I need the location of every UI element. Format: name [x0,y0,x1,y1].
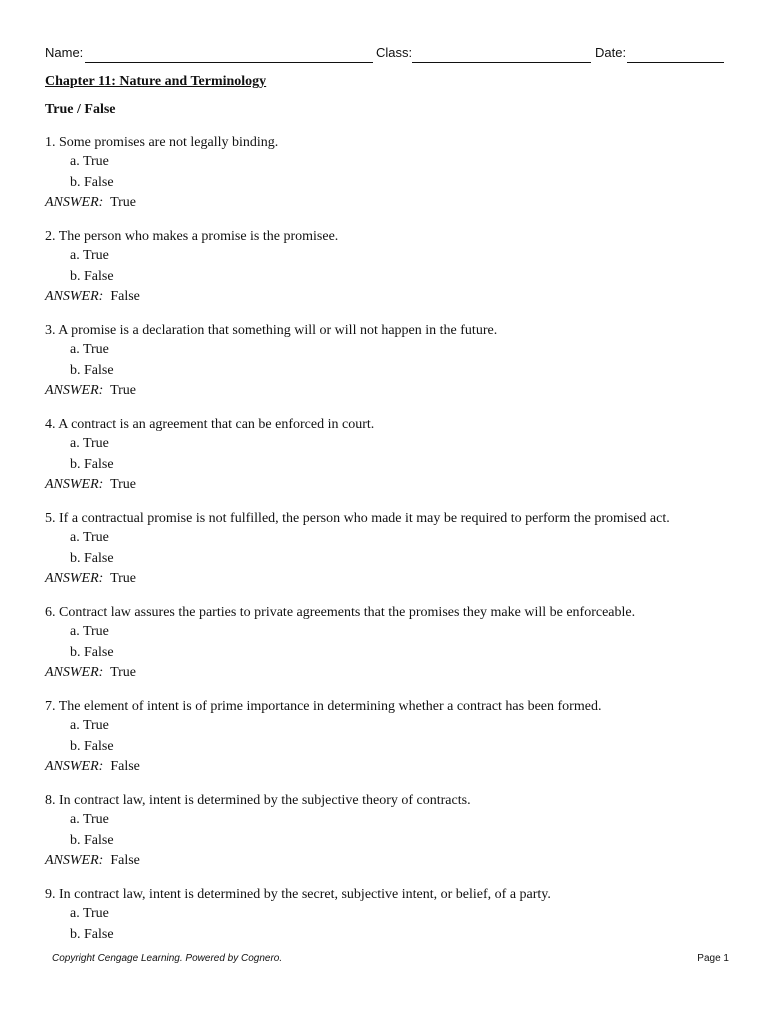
answer-value: False [110,289,140,304]
answer-value: False [110,759,140,774]
answer-label: ANSWER: [45,289,104,304]
answer-line [45,759,140,775]
chapter-title: Chapter 11: Nature and Terminology [45,74,267,89]
answer-label: ANSWER: [45,195,104,210]
option-a: a. True [70,718,109,733]
option-a: a. True [70,906,109,921]
answer-line [45,477,136,493]
question-text: 2. The person who makes a promise is the promisee. [45,229,339,244]
answer-value: True [110,571,137,586]
name-blank-line [85,62,373,63]
student-info-header [45,45,725,65]
option-a: a. True [70,530,109,545]
answer-value: False [110,853,140,868]
option-b: b. False [70,551,114,566]
date-label: Date: [595,45,627,60]
option-b: b. False [70,833,114,848]
answer-line [45,289,140,305]
question-text: 7. The element of intent is of prime importance in determining whether a contract has been formed. [45,699,602,714]
option-b: b. False [70,363,114,378]
name-label: Name: [45,45,84,60]
option-b: b. False [70,739,114,754]
option-b: b. False [70,175,114,190]
class-blank-line [412,62,591,63]
option-b: b. False [70,269,114,284]
option-b: b. False [70,927,114,942]
option-a: a. True [70,812,109,827]
answer-label: ANSWER: [45,571,104,586]
copyright-text: Copyright Cengage Learning. Powered by Cognero. [52,953,283,964]
answer-value: True [110,477,137,492]
answer-label: ANSWER: [45,383,104,398]
page-number: Page 1 [697,953,729,964]
question-text: 6. Contract law assures the parties to private agreements that the promises they make will be enforceable. [45,605,636,620]
option-a: a. True [70,342,109,357]
option-a: a. True [70,248,109,263]
question-text: 4. A contract is an agreement that can be enforced in court. [45,417,375,432]
answer-value: True [110,665,137,680]
question-text: 5. If a contractual promise is not fulfilled, the person who made it may be required to perform the promised act. [45,511,670,526]
option-b: b. False [70,645,114,660]
question-text: 8. In contract law, intent is determined by the subjective theory of contracts. [45,793,471,808]
answer-value: True [110,383,137,398]
answer-label: ANSWER: [45,853,104,868]
page-footer [52,953,732,967]
date-blank-line [627,62,724,63]
question-text: 1. Some promises are not legally binding. [45,135,279,150]
answer-line [45,853,140,869]
answer-label: ANSWER: [45,759,104,774]
answer-label: ANSWER: [45,665,104,680]
question-text: 3. A promise is a declaration that something will or will not happen in the future. [45,323,498,338]
option-a: a. True [70,154,109,169]
answer-line [45,383,136,399]
question-text: 9. In contract law, intent is determined by the secret, subjective intent, or belief, of a party. [45,887,551,902]
answer-label: ANSWER: [45,477,104,492]
answer-line [45,571,136,587]
option-a: a. True [70,624,109,639]
option-b: b. False [70,457,114,472]
answer-value: True [110,195,137,210]
option-a: a. True [70,436,109,451]
section-title: True / False [45,102,116,117]
class-label: Class: [376,45,413,60]
answer-line [45,665,136,681]
answer-line [45,195,136,211]
